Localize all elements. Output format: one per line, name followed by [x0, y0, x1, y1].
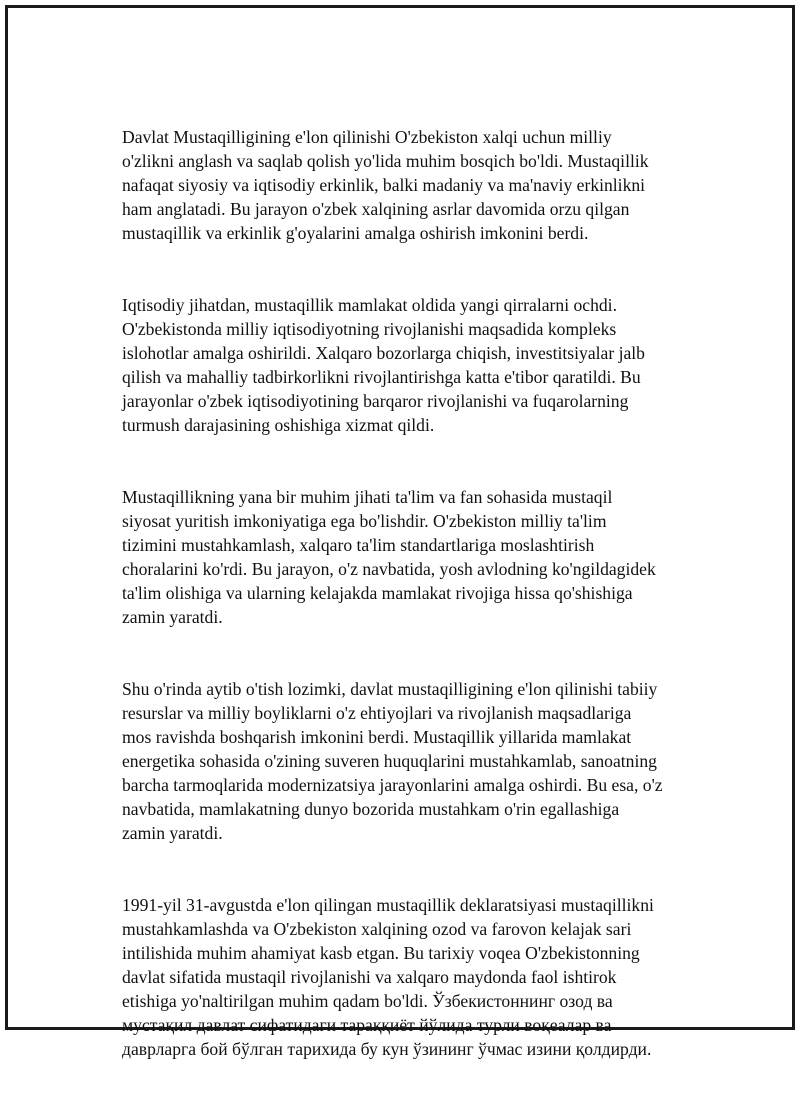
paragraph-2: Iqtisodiy jihatdan, mustaqillik mamlakat oldida yangi qirralarni ochdi. O'zbekistonda milliy iqtisodiyotning rivojlanishi maqsadida kompleks islohotlar amalga oshirildi. Xalqaro bozorlarga chiqish, investitsiyalar jalb qilish va mahalliy tadbirkorlikni rivojlantirishga katta e'tibor qaratildi. Bu jarayonlar o'zbek iqtisodiyotining barqaror rivojlanishi va fuqarolarning turmush darajasining oshishiga xizmat qildi.: [122, 295, 645, 435]
paragraph-3: Mustaqillikning yana bir muhim jihati ta'lim va fan sohasida mustaqil siyosat yuritish imkoniyatiga ega bo'lishdir. O'zbekiston milliy ta'lim tizimini mustahkamlash, xalqaro ta'lim standartlariga moslashtirish choralarini ko'rdi. Bu jarayon, o'z navbatida, yosh avlodning ko'ngildagidek ta'lim olishiga va ularning kelajakda mamlakat rivojiga hissa qo'shishiga zamin yaratdi.: [122, 487, 656, 627]
paragraph-1: Davlat Mustaqilligining e'lon qilinishi O'zbekiston xalqi uchun milliy o'zlikni anglash va saqlab qolish yo'lida muhim bosqich bo'ldi. Mustaqillik nafaqat siyosiy va iqtisodiy erkinlik, balki madaniy va ma'naviy erkinlikni ham anglatadi. Bu jarayon o'zbek xalqining asrlar davomida orzu qilgan mustaqillik va erkinlik g'oyalarini amalga oshirish imkonini berdi.: [122, 127, 649, 243]
document-body: [122, 101, 712, 1109]
paragraph-5: 1991-yil 31-avgustda e'lon qilingan mustaqillik deklaratsiyasi mustaqillikni mustahkamlashda va O'zbekiston xalqining ozod va farovon kelajak sari intilishida muhim ahamiyat kasb etgan. Bu tarixiy voqea O'zbekistonning davlat sifatida mustaqil rivojlanishi va xalqaro maydonda faol ishtirok etishiga yo'naltirilgan muhim qadam bo'ldi. Ўзбекистоннинг озод ва мустақил давлат сифатидаги тараққиёт йўлида турли воқеалар ва даврларга бой бўлган тарихида бу кун ўзининг ўчмас изини қолдирди.: [122, 895, 654, 1059]
page-frame: [5, 5, 795, 1059]
paragraph-4: Shu o'rinda aytib o'tish lozimki, davlat mustaqilligining e'lon qilinishi tabiiy resurslar va milliy boyliklarni o'z ehtiyojlari va rivojlanish maqsadlariga mos ravishda boshqarish imkonini berdi. Mustaqillik yillarida mamlakat energetika sohasida o'zining suveren huquqlarini mustahkamlab, sanoatning barcha tarmoqlarida modernizatsiya jarayonlarini amalga oshirdi. Bu esa, o'z navbatida, mamlakatning dunyo bozorida mustahkam o'rin egallashiga zamin yaratdi.: [122, 679, 663, 843]
